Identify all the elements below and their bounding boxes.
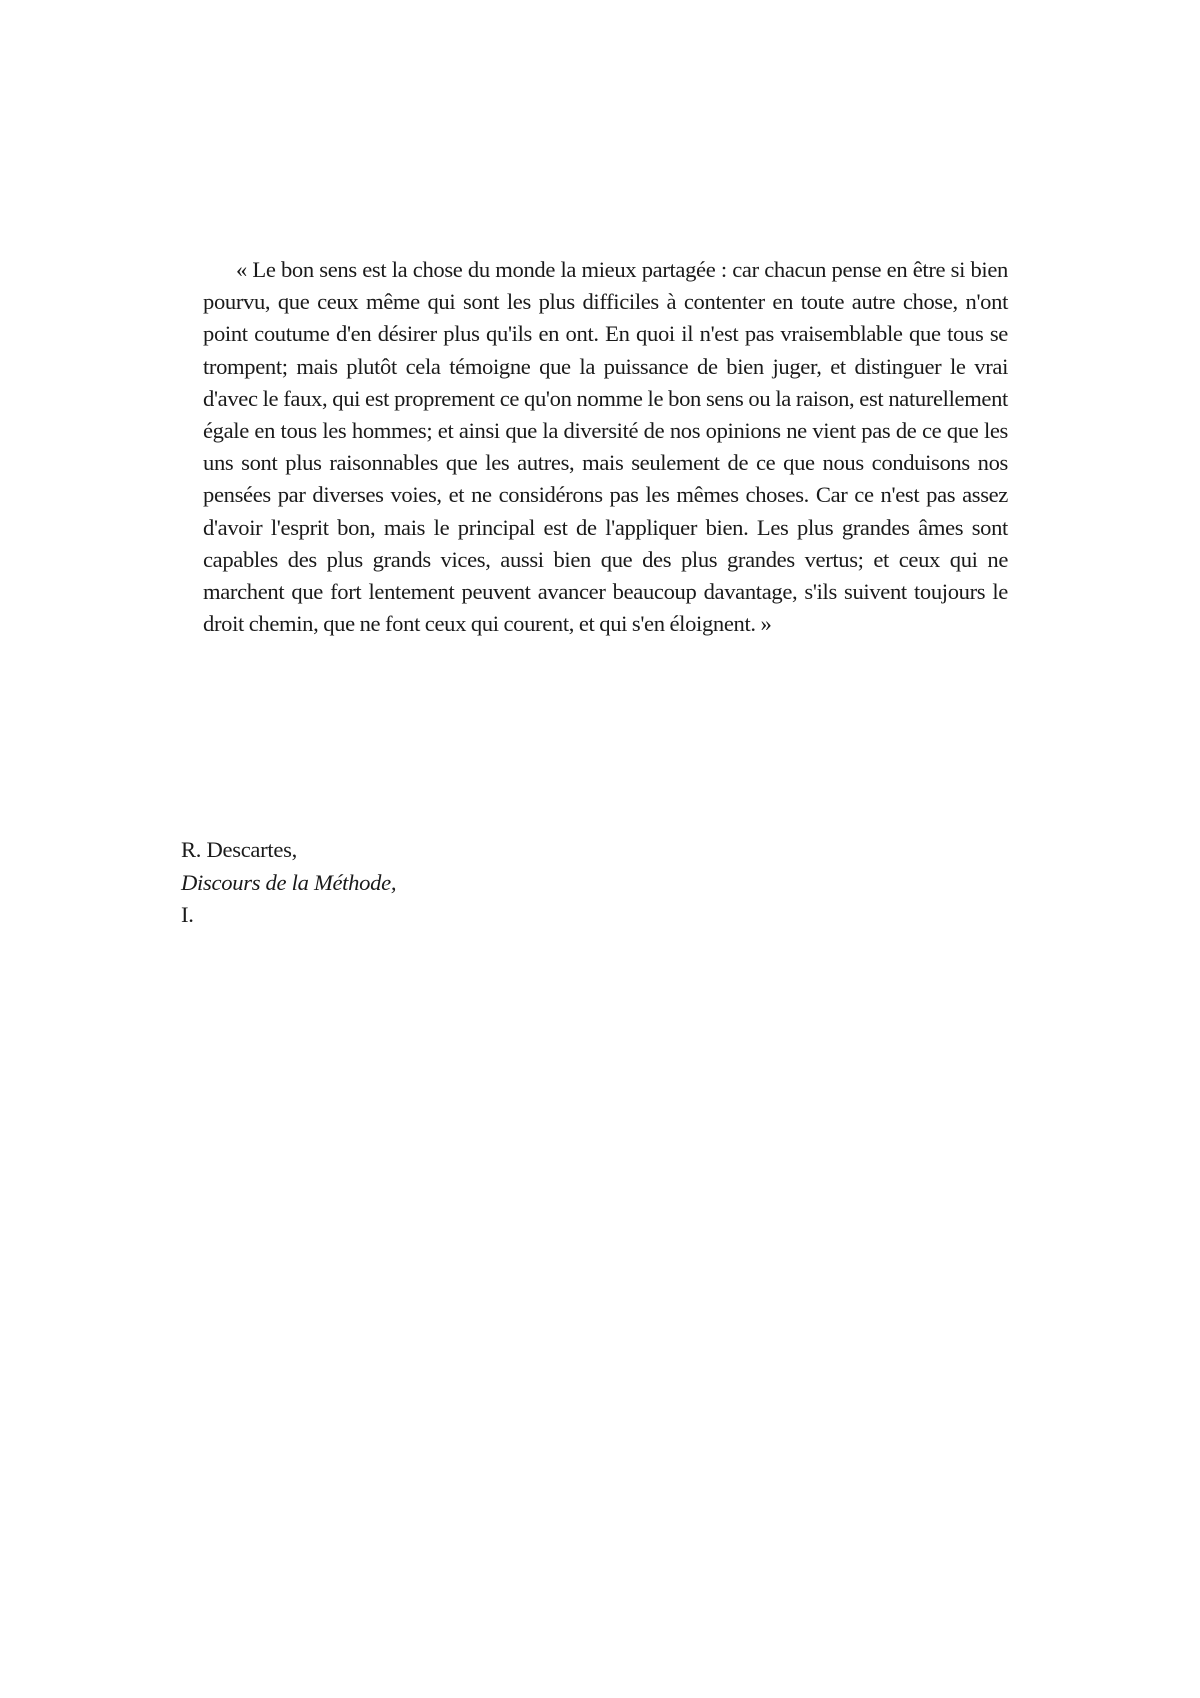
quote-paragraph: « Le bon sens est la chose du monde la mieux partagée : car chacun pense en être si bien pourvu, que ceux même qui sont les plus difficiles à contenter en toute autre chose, n'ont point coutume d'en désirer plus qu'ils en ont. En quoi il n'est pas vraisemblable que tous se trompent; mais plutôt cela témoigne que la puissance de bien juger, et distinguer le vrai d'avec le faux, qui est proprement ce qu'on nomme le bon sens ou la raison, est naturellement égale en tous les hommes; et ainsi que la diversité de nos opinions ne vient pas de ce que les uns sont plus raisonnables que les autres, mais seulement de ce que nous conduisons nos pensées par diverses voies, et ne considérons pas les mêmes choses. Car ce n'est pas assez d'avoir l'esprit bon, mais le principal est de l'appliquer bien. Les plus grandes âmes sont capables des plus grands vices, aussi bien que des plus grandes vertus; et ceux qui ne marchent que fort lentement peuvent avancer beaucoup davantage, s'ils suivent toujours le droit chemin, que ne font ceux qui courent, et qui s'en éloignent. »	[203, 257, 1008, 637]
citation-section: I.	[181, 902, 194, 927]
citation-author: R. Descartes,	[181, 837, 297, 862]
citation-block	[181, 834, 396, 932]
citation-work-title: Discours de la Méthode,	[181, 869, 397, 895]
